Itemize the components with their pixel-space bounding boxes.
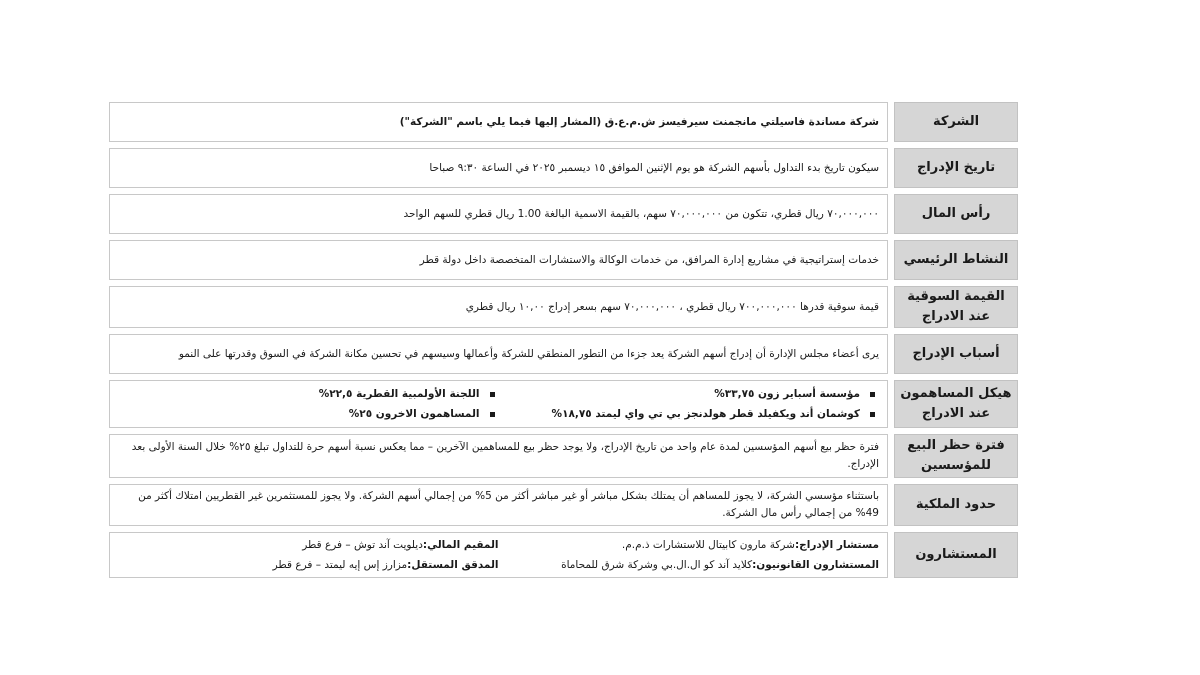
bullet-icon <box>870 412 875 417</box>
row-advisors <box>109 532 1018 578</box>
label-capital: رأس المال <box>894 194 1018 234</box>
row-capital <box>109 194 1018 234</box>
label-lockup: فترة حظر البيع للمؤسسين <box>894 434 1018 478</box>
label-listing-date: تاريخ الإدراج <box>894 148 1018 188</box>
label-market-value: القيمة السوقية عند الادراج <box>894 286 1018 328</box>
row-reasons <box>109 334 1018 374</box>
advisor-item: المقيم المالي: ديلويت آند توش – فرع قطر <box>302 538 499 551</box>
label-company: الشركة <box>894 102 1018 142</box>
label-activity: النشاط الرئيسي <box>894 240 1018 280</box>
shareholder-item: المساهمون الاخرون ٢٥% <box>118 406 499 423</box>
label-advisors: المستشارون <box>894 532 1018 578</box>
value-market-value: قيمة سوقية قدرها ٧٠٠,٠٠٠,٠٠٠ ريال قطري ، ٧٠,٠٠٠,٠٠٠ سهم بسعر إدراج ١٠,٠٠ ريال قطري <box>109 286 888 328</box>
row-listing-date <box>109 148 1018 188</box>
row-lockup <box>109 434 1018 478</box>
value-shareholder-structure <box>109 380 888 428</box>
row-activity <box>109 240 1018 280</box>
value-reasons: يرى أعضاء مجلس الإدارة أن إدراج أسهم الشركة يعد جزءا من التطور المنطقي للشركة وأعمالها وسيسهم في تحسين مكانة الشركة في السوق وقدرتها على النمو <box>109 334 888 374</box>
row-shareholder-structure <box>109 380 1018 428</box>
advisor-item: مستشار الإدراج: شركة مارون كابيتال للاستشارات ذ.م.م. <box>621 538 879 551</box>
shareholder-item: مؤسسة أسباير زون ٣٣,٧٥% <box>499 386 880 403</box>
label-reasons: أسباب الإدراج <box>894 334 1018 374</box>
value-activity: خدمات إستراتيجية في مشاريع إدارة المرافق، من خدمات الوكالة والاستشارات المتخصصة داخل دولة قطر <box>109 240 888 280</box>
label-shareholder-structure: هيكل المساهمون عند الادراج <box>894 380 1018 428</box>
row-company <box>109 102 1018 142</box>
value-capital: ٧٠,٠٠٠,٠٠٠ ريال قطري، تتكون من ٧٠,٠٠٠,٠٠٠ سهم، بالقيمة الاسمية البالغة 1.00 ريال قطري للسهم الواحد <box>109 194 888 234</box>
advisor-item: المدقق المستقل: مزارز إس إيه ليمتد – فرع قطر <box>272 558 499 571</box>
value-listing-date: سيكون تاريخ بدء التداول بأسهم الشركة هو يوم الإثنين الموافق ١٥ ديسمبر ٢٠٢٥ في الساعة ٩:٣٠ صباحا <box>109 148 888 188</box>
value-advisors <box>109 532 888 578</box>
value-ownership-limits: باستثناء مؤسسي الشركة، لا يجوز للمساهم أن يمتلك بشكل مباشر أو غير مباشر أكثر من 5% من إجمالي أسهم الشركة. ولا يجوز للمستثمرين غير القطريين امتلاك أكثر من 49% من إجمالي رأس مال الشركة. <box>109 484 888 526</box>
row-ownership-limits <box>109 484 1018 526</box>
shareholder-item: اللجنة الأولمبية القطرية ٢٢,٥% <box>118 386 499 403</box>
value-company: شركة مساندة فاسيلتي مانجمنت سيرفيسز ش.م.ع.ق (المشار إليها فيما يلي باسم "الشركة") <box>109 102 888 142</box>
bullet-icon <box>490 412 495 417</box>
shareholder-item: كوشمان أند ويكفيلد قطر هولدنجز بي تي واي ليمتد ١٨,٧٥% <box>499 406 880 423</box>
advisor-item: المستشارون القانونيون: كلايد آند كو ال.ال.بي وشركة شرق للمحاماة <box>561 558 879 571</box>
row-market-value <box>109 286 1018 328</box>
listing-summary-table <box>109 102 1018 584</box>
bullet-icon <box>870 392 875 397</box>
value-lockup: فترة حظر بيع أسهم المؤسسين لمدة عام واحد من تاريخ الإدراج، ولا يوجد حظر بيع للمساهمين الآخرين – مما يعكس نسبة أسهم حرة للتداول تبلغ ٢٥% خلال السنة الأولى بعد الإدراج. <box>109 434 888 478</box>
bullet-icon <box>490 392 495 397</box>
label-ownership-limits: حدود الملكية <box>894 484 1018 526</box>
